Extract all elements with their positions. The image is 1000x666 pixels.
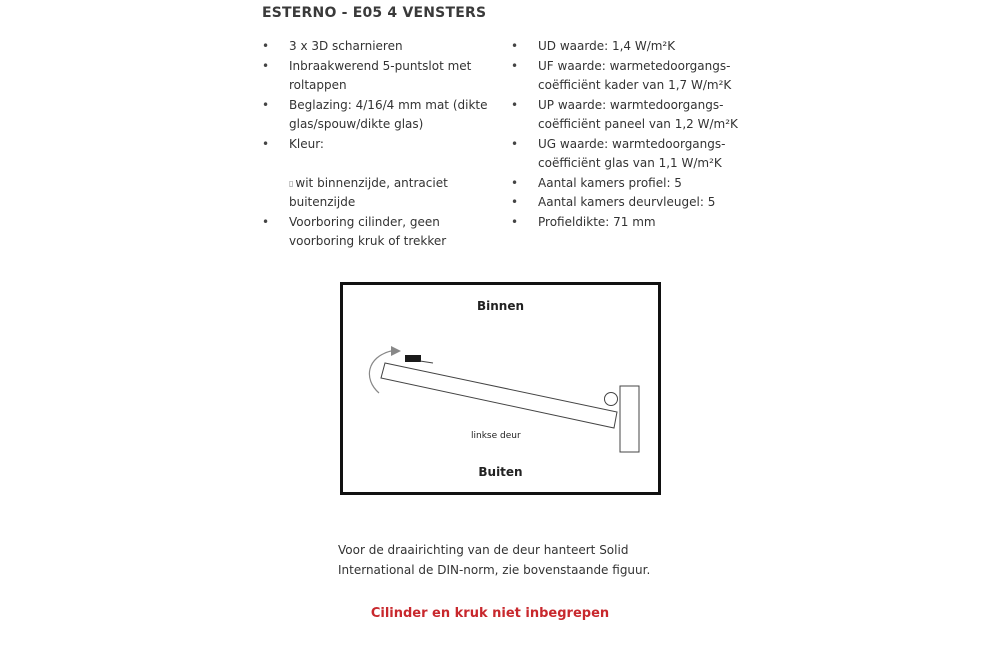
door-diagram-graphic (343, 285, 658, 492)
warning-text: Cilinder en kruk niet inbegrepen (370, 606, 610, 621)
list-item: • Voorboring cilinder, geen voorboring kruk of trekker (262, 213, 502, 252)
list-item: • Profieldikte: 71 mm (511, 213, 751, 233)
color-detail (262, 174, 502, 213)
spec-list-right (511, 37, 751, 232)
arrow-head (391, 346, 401, 356)
hinge-icon (605, 393, 618, 406)
door-rotation-diagram (340, 282, 661, 495)
door-frame-post (620, 386, 639, 452)
door-label: linkse deur (471, 431, 521, 441)
list-item: • UG waarde: warmtedoorgangs-coëfficiënt glas van 1,1 W/m²K (511, 135, 751, 174)
list-item: • UD waarde: 1,4 W/m²K (511, 37, 751, 57)
page-title: ESTERNO - E05 4 VENSTERS (262, 5, 487, 21)
list-item: • UP waarde: warmtedoorgangs-coëfficiënt paneel van 1,2 W/m²K (511, 96, 751, 135)
list-item: • Beglazing: 4/16/4 mm mat (dikte glas/spouw/dikte glas) (262, 96, 502, 135)
list-item: • Aantal kamers profiel: 5 (511, 174, 751, 194)
color-detail-text: wit binnenzijde, antraciet buitenzijde (289, 175, 448, 209)
list-item: • Aantal kamers deurvleugel: 5 (511, 193, 751, 213)
color-swatch-icon: ▯ (289, 178, 294, 188)
outside-label: Buiten (478, 465, 523, 479)
handle-icon (405, 355, 421, 362)
handle-bar (420, 361, 433, 363)
inside-label: Binnen (476, 299, 525, 313)
spec-list-left (262, 37, 502, 252)
list-item: • 3 x 3D scharnieren (262, 37, 502, 57)
list-item: • Kleur: (262, 135, 502, 155)
din-norm-note: Voor de draairichting van de deur hanteert Solid International de DIN-norm, zie bovenstaande figuur. (338, 543, 651, 577)
door-leaf (381, 363, 617, 428)
list-item: • Inbraakwerend 5-puntslot met roltappen (262, 57, 502, 96)
list-item: • UF waarde: warmetedoorgangs-coëfficiënt kader van 1,7 W/m²K (511, 57, 751, 96)
list-spacer (262, 154, 502, 174)
